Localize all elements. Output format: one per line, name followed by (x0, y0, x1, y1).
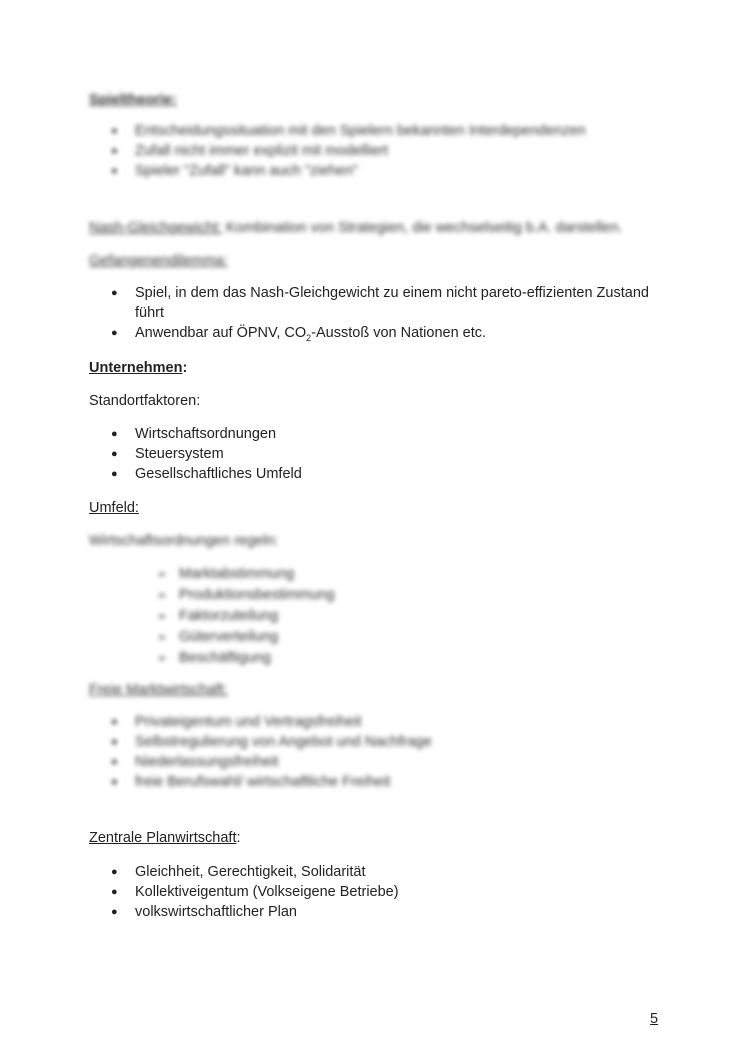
standortfaktoren-label: Standortfaktoren: (89, 393, 201, 409)
list-item: ● Entscheidungssituation mit den Spielern bekannten Interdependenzen (89, 121, 586, 141)
spieltheorie-section (89, 90, 177, 110)
list-item: ➢ Produktionsbestimmung (89, 585, 335, 606)
marktwirtschaft-list (89, 712, 432, 792)
list-item: ● Wirtschaftsordnungen (89, 424, 302, 444)
spieltheorie-list (89, 121, 586, 181)
spieltheorie-heading: Spieltheorie: (89, 92, 177, 108)
list-item: ● Privateigentum und Vertragsfreiheit (89, 712, 432, 732)
list-item: ● Gleichheit, Gerechtigkeit, Solidarität (89, 862, 399, 882)
list-item: ● Niederlassungsfreiheit (89, 752, 432, 772)
unternehmen-heading: Unternehmen: (89, 360, 188, 376)
list-item: ➢ Marktabstimmung (89, 564, 335, 585)
list-item: ● volkswirtschaftlicher Plan (89, 902, 399, 922)
list-item: ➢ Beschäftigung (89, 648, 335, 669)
nash-text: Kombination von Strategien, die wechselseitig b.A. darstellen. (221, 220, 623, 236)
list-item: ➢ Güterverteilung (89, 627, 335, 648)
nash-term: Nash-Gleichgewicht: (89, 220, 222, 236)
page-number: 5 (650, 1011, 659, 1027)
list-item: ● Selbstregulierung von Angebot und Nachfrage (89, 732, 432, 752)
gefangenen-list (89, 283, 649, 343)
planwirtschaft-heading: Zentrale Planwirtschaft: (89, 830, 241, 846)
list-item: ● Anwendbar auf ÖPNV, $CO_2$-Ausstoß von Nationen etc. (89, 323, 649, 343)
list-item: ● Zufall nicht immer explizit mit modelliert (89, 141, 586, 161)
list-item: ➢ Faktorzuteilung (89, 606, 335, 627)
list-item: ● Gesellschaftliches Umfeld (89, 464, 302, 484)
list-item: ● Spiel, in dem das Nash-Gleichgewicht zu einem nicht pareto-effizienten Zustand führt (89, 283, 649, 323)
list-item: ● Steuersystem (89, 444, 302, 464)
umfeld-intro: Wirtschaftsordnungen regeln: (89, 533, 279, 549)
planwirtschaft-list (89, 862, 399, 922)
marktwirtschaft-heading: Freie Marktwirtschaft: (89, 682, 228, 698)
list-item: ● Kollektiveigentum (Volkseigene Betriebe) (89, 882, 399, 902)
umfeld-heading: Umfeld: (89, 500, 139, 516)
standortfaktoren-list (89, 424, 302, 484)
list-item: ● Spieler "Zufall" kann auch "ziehen" (89, 161, 586, 181)
gefangenen-heading: Gefangenendilemma: (89, 253, 228, 269)
list-item: ● freie Berufswahl/ wirtschaftliche Freiheit (89, 772, 432, 792)
umfeld-list (89, 564, 335, 669)
nash-definition (89, 218, 623, 238)
